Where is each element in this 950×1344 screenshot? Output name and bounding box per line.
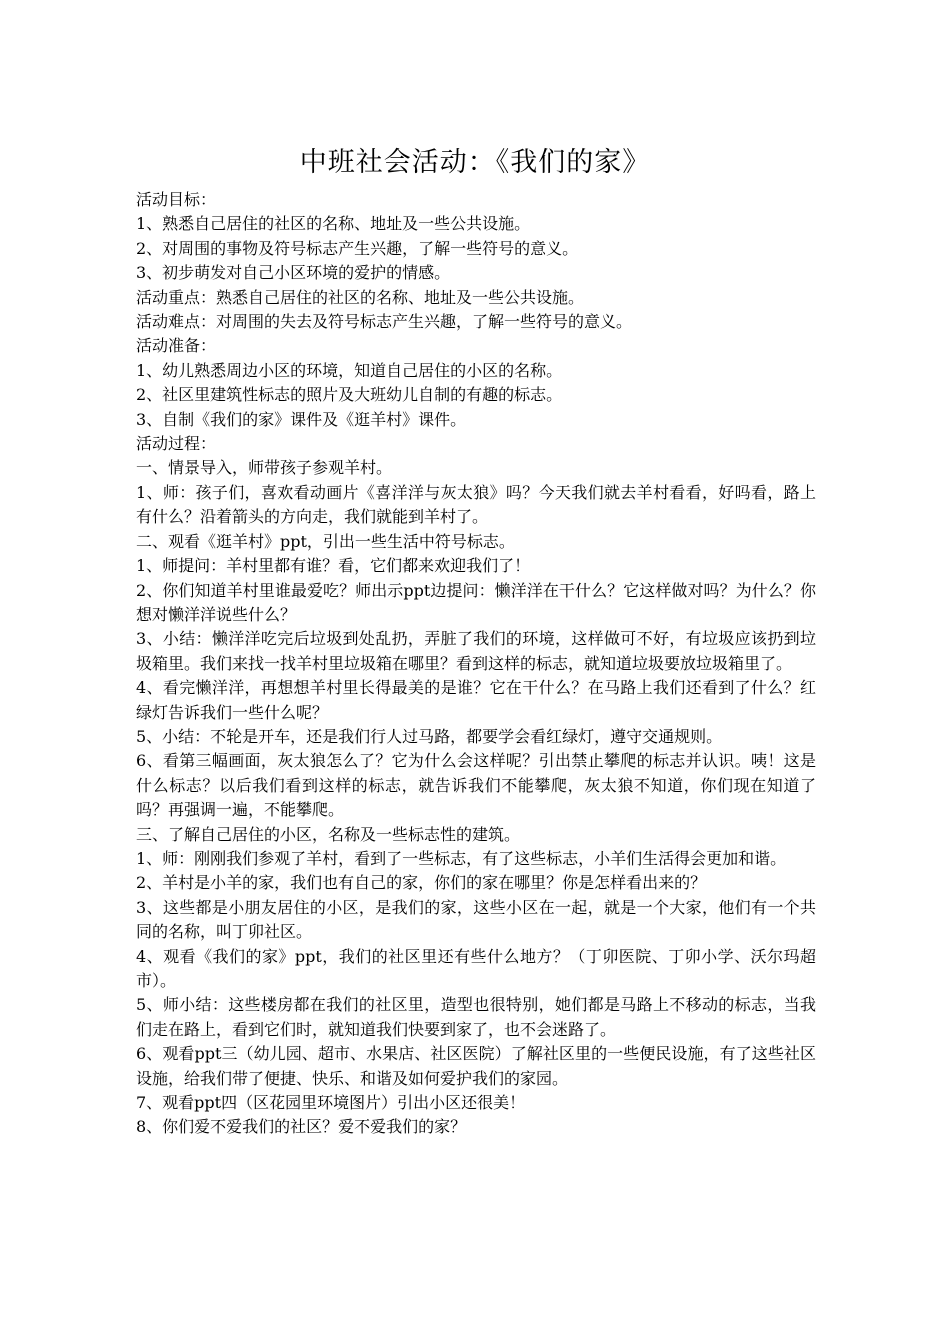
paragraph: 活动难点：对周围的失去及符号标志产生兴趣，了解一些符号的意义。 [136, 312, 633, 332]
paragraph: 2、社区里建筑性标志的照片及大班幼儿自制的有趣的标志。 [136, 385, 563, 405]
paragraph: 4、观看《我们的家》ppt，我们的社区里还有些什么地方？（丁卯医院、丁卯小学、沃尔玛超市）。 [136, 946, 816, 990]
paragraph: 三、了解自己居住的小区，名称及一些标志性的建筑。 [136, 824, 521, 844]
paragraph: 5、小结：不轮是开车，还是我们行人过马路，都要学会看红绿灯，遵守交通规则。 [136, 726, 723, 746]
paragraph: 3、小结：懒洋洋吃完后垃圾到处乱扔，弄脏了我们的环境，这样做可不好，有垃圾应该扔到垃圾箱里。我们来找一找羊村里垃圾箱在哪里？看到这样的标志，就知道垃圾要放垃圾箱里了。 [136, 629, 816, 673]
paragraph: 二、观看《逛羊村》ppt，引出一些生活中符号标志。 [136, 531, 515, 551]
paragraph: 2、对周围的事物及符号标志产生兴趣，了解一些符号的意义。 [136, 238, 579, 258]
paragraph: 1、师提问：羊村里都有谁？看，它们都来欢迎我们了！ [136, 556, 531, 576]
paragraph: 6、看第三幅画面，灰太狼怎么了？它为什么会这样呢？引出禁止攀爬的标志并认识。咦！这是什么标志？以后我们看到这样的标志，就告诉我们不能攀爬，灰太狼不知道，你们现在知道了吗？再强调一遍，不能攀爬。 [136, 751, 816, 820]
paragraph: 2、羊村是小羊的家，我们也有自己的家，你们的家在哪里？你是怎样看出来的？ [136, 873, 707, 893]
paragraph: 3、这些都是小朋友居住的小区，是我们的家，这些小区在一起，就是一个大家，他们有一个共同的名称，叫丁卯社区。 [136, 897, 816, 942]
paragraph: 2、你们知道羊村里谁最爱吃？师出示ppt边提问：懒洋洋在干什么？它这样做对吗？为什么？你想对懒洋洋说些什么？ [136, 580, 816, 624]
paragraph: 8、你们爱不爱我们的社区？爱不爱我们的家？ [136, 1117, 467, 1137]
paragraph: 5、师小结：这些楼房都在我们的社区里，造型也很特别，她们都是马路上不移动的标志，当我们走在路上，看到它们时，就知道我们快要到家了，也不会迷路了。 [136, 995, 816, 1039]
paragraph: 一、情景导入，师带孩子参观羊村。 [136, 458, 393, 478]
paragraph: 6、观看ppt三（幼儿园、超市、水果店、社区医院）了解社区里的一些便民设施，有了这些社区设施，给我们带了便捷、快乐、和谐及如何爱护我们的家园。 [136, 1044, 816, 1088]
paragraph: 1、师：刚刚我们参观了羊村，看到了一些标志，有了这些标志，小羊们生活得会更加和谐。 [136, 848, 787, 868]
paragraph: 活动重点：熟悉自己居住的社区的名称、地址及一些公共设施。 [136, 287, 585, 307]
paragraph: 1、熟悉自己居住的社区的名称、地址及一些公共设施。 [136, 214, 531, 234]
document-body [136, 188, 816, 1140]
paragraph: 活动过程： [136, 434, 217, 454]
paragraph: 7、观看ppt四（区花园里环境图片）引出小区还很美！ [136, 1093, 526, 1113]
paragraph: 1、师：孩子们，喜欢看动画片《喜洋洋与灰太狼》吗？今天我们就去羊村看看，好吗看，路上有什么？沿着箭头的方向走，我们就能到羊村了。 [136, 482, 816, 527]
paragraph: 1、幼儿熟悉周边小区的环境，知道自己居住的小区的名称。 [136, 360, 563, 380]
paragraph: 活动准备： [136, 336, 217, 356]
paragraph: 4、看完懒洋洋，再想想羊村里长得最美的是谁？它在干什么？在马路上我们还看到了什么？红绿灯告诉我们一些什么呢？ [136, 678, 816, 722]
document-title: 中班社会活动：《我们的家》 [299, 147, 651, 178]
paragraph: 3、初步萌发对自己小区环境的爱护的情感。 [136, 263, 451, 283]
paragraph: 3、自制《我们的家》课件及《逛羊村》课件。 [136, 409, 467, 429]
paragraph: 活动目标： [136, 190, 217, 209]
